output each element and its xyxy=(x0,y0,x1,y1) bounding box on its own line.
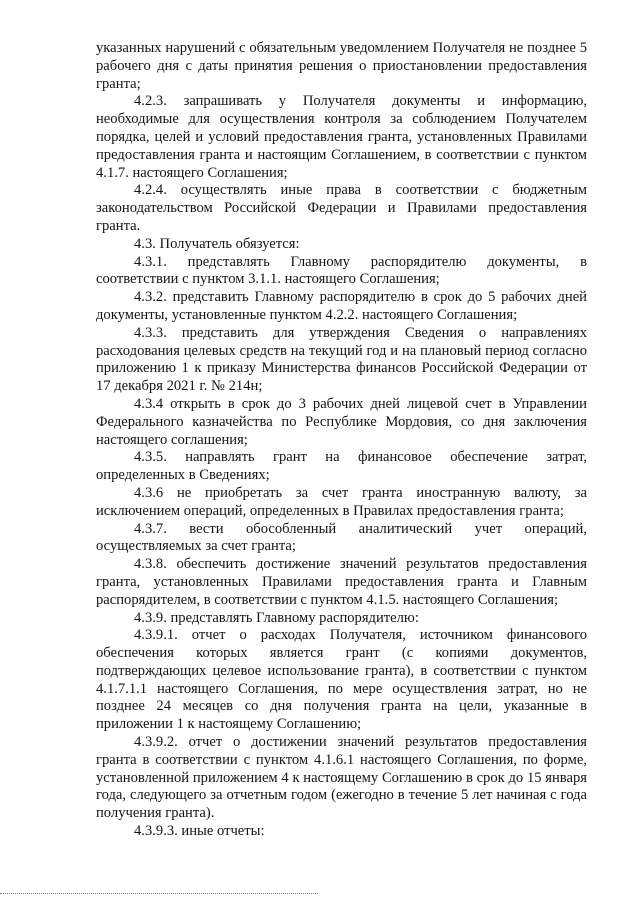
paragraph-4-3-4: 4.3.4 открыть в срок до 3 рабочих дней лицевой счет в Управлении Федерального казначейства по Республике Мордовия, со дня заключения настоящего соглашения; xyxy=(96,395,587,448)
paragraph-4-3-9: 4.3.9. представлять Главному распорядителю: xyxy=(134,609,419,626)
document-body xyxy=(96,40,587,841)
paragraph-4-3: 4.3. Получатель обязуется: xyxy=(134,235,300,252)
paragraph-4-3-9-2: 4.3.9.2. отчет о достижении значений результатов предоставления гранта в соответствии с пунктом 4.1.6.1 настоящего Соглашения, по форме, установленной приложением 4 к настоящему Соглашению в срок до 15 января года, следующего за отчетным годом (ежегодно в течение 5 лет начиная с года получения гранта). xyxy=(96,734,587,822)
paragraph-4-3-8: 4.3.8. обеспечить достижение значений результатов предоставления гранта, установленных Правилами предоставления гранта и Главным распорядителем, в соответствии с пунктом 4.1.5. настоящего Соглашения; xyxy=(96,556,587,608)
paragraph-4-3-9-3: 4.3.9.3. иные отчеты: xyxy=(134,823,265,840)
paragraph-continuation: указанных нарушений с обязательным уведомлением Получателя не позднее 5 рабочего дня с даты принятия решения о приостановлении предоставления гранта; xyxy=(96,40,587,92)
paragraph-4-3-6: 4.3.6 не приобретать за счет гранта иностранную валюту, за исключением операций, определенных в Правилах предоставления гранта; xyxy=(96,484,587,519)
footer-divider xyxy=(0,893,318,894)
paragraph-4-3-9-1: 4.3.9.1. отчет о расходах Получателя, источником финансового обеспечения которых является грант (с копиями документов, подтверждающих целевое использование гранта), в соответствии с пунктом 4.1.7.1.1 настоящего Соглашения, по мере осуществления затрат, но не позднее 24 месяцев со дня получения гранта на цели, указанные в приложении 1 к настоящему Соглашению; xyxy=(96,627,587,733)
paragraph-4-3-5: 4.3.5. направлять грант на финансовое обеспечение затрат, определенных в Сведениях; xyxy=(96,449,587,484)
paragraph-4-3-3: 4.3.3. представить для утверждения Сведения о направлениях расходования целевых средств на текущий год и на плановый период согласно приложению 1 к приказу Министерства финансов Российской Федерации от 17 декабря 2021 г. № 214н; xyxy=(96,324,587,395)
paragraph-4-3-7: 4.3.7. вести обособленный аналитический учет операций, осуществляемых за счет гранта; xyxy=(96,520,587,555)
paragraph-4-3-1: 4.3.1. представлять Главному распорядителю документы, в соответствии с пунктом 3.1.1. настоящего Соглашения; xyxy=(96,253,587,288)
paragraph-4-3-2: 4.3.2. представить Главному распорядителю в срок до 5 рабочих дней документы, установленные пунктом 4.2.2. настоящего Соглашения; xyxy=(96,289,587,323)
paragraph-4-2-4: 4.2.4. осуществлять иные права в соответствии с бюджетным законодательством Российской Федерации и Правилами предоставления гранта. xyxy=(96,182,587,234)
paragraph-4-2-3: 4.2.3. запрашивать у Получателя документы и информацию, необходимые для осуществления контроля за соблюдением Получателем порядка, целей и условий предоставления гранта, установленных Правилами предоставления гранта и настоящим Соглашением, в соответствии с пунктом 4.1.7. настоящего Соглашения; xyxy=(96,93,587,181)
